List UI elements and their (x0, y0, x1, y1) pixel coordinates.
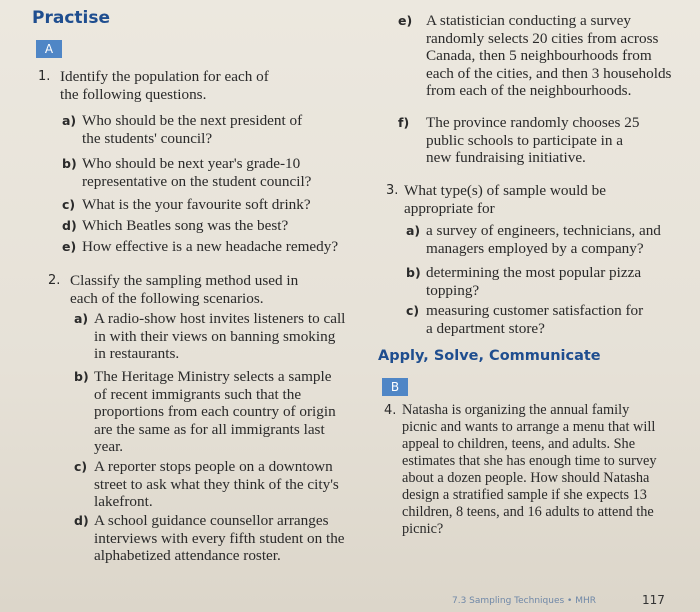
item-text: How effective is a new headache remedy? (82, 238, 339, 255)
question-text: Identify the population for each of the following questions. (60, 68, 269, 103)
item-letter: a) (62, 113, 77, 128)
question-number: 2. (48, 273, 61, 288)
item-letter: e) (62, 239, 77, 254)
item-text: Who should be next year's grade-10 representative on the student council? (82, 155, 312, 190)
item-letter: d) (74, 513, 89, 528)
q3-item-b (406, 264, 686, 299)
item-letter: f) (398, 115, 410, 130)
item-text: determining the most popular pizza topping? (426, 264, 642, 299)
q1-item-a (62, 112, 332, 147)
item-letter: d) (62, 218, 77, 233)
question-text: Classify the sampling method used in each of the following scenarios. (70, 272, 299, 307)
item-text: The Heritage Ministry selects a sample of recent immigrants such that the proportions from each country of origin are the same as for all immigrants last year. (94, 368, 336, 455)
q2-item-a (74, 310, 354, 363)
page-number: 117 (642, 593, 665, 607)
item-letter: b) (62, 156, 77, 171)
q1-item-d (62, 217, 352, 235)
q1-item-b (62, 155, 332, 190)
question-text: What type(s) of sample would be appropriate for (404, 182, 607, 217)
item-text: A statistician conducting a survey randomly selects 20 cities from across Canada, then 5 neighbourhoods from each of the cities, and then 3 households from each of the neighbourhoods. (426, 12, 672, 99)
practise-heading: Practise (32, 8, 110, 28)
q2-item-f (398, 114, 678, 167)
question-2 (48, 272, 338, 307)
item-letter: b) (74, 369, 89, 384)
q3-item-c (406, 302, 686, 337)
level-b-badge: B (382, 378, 408, 396)
q2-item-b (74, 368, 354, 456)
item-letter: c) (74, 459, 88, 474)
question-text: Natasha is organizing the annual family picnic and wants to arrange a menu that will appeal to children, teens, and adults. She estimates that she has enough time to survey about a dozen people. How should Natasha design a stratified sample if she expects 13 children, 8 teens, and 16 adults to attend the picnic? (402, 402, 657, 537)
q2-item-d (74, 512, 364, 565)
item-text: A reporter stops people on a downtown street to ask what they think of the city's lakefront. (94, 458, 339, 510)
apply-solve-communicate-heading: Apply, Solve, Communicate (378, 348, 601, 364)
q2-item-e (398, 12, 678, 100)
item-letter: c) (406, 303, 420, 318)
item-letter: a) (406, 223, 421, 238)
item-text: A school guidance counsellor arranges interviews with every fifth student on the alphabetized attendance roster. (94, 512, 345, 564)
question-3 (386, 182, 676, 217)
item-text: The province randomly chooses 25 public schools to participate in a new fundraising initiative. (426, 114, 640, 166)
item-text: A radio-show host invites listeners to call in with their views on banning smoking in restaurants. (94, 310, 346, 362)
item-letter: c) (62, 197, 76, 212)
question-number: 4. (384, 403, 397, 418)
item-text: Which Beatles song was the best? (82, 217, 289, 234)
question-4 (384, 402, 674, 538)
item-text: a survey of engineers, technicians, and managers employed by a company? (426, 222, 661, 257)
item-letter: e) (398, 13, 413, 28)
item-letter: a) (74, 311, 89, 326)
q1-item-e (62, 238, 362, 256)
item-text: Who should be the next president of the students' council? (82, 112, 303, 147)
q1-item-c (62, 196, 352, 214)
level-a-badge: A (36, 40, 62, 58)
q3-item-a (406, 222, 686, 257)
question-number: 3. (386, 183, 399, 198)
page-footer: 7.3 Sampling Techniques • MHR (452, 596, 596, 606)
question-1 (38, 68, 328, 103)
item-letter: b) (406, 265, 421, 280)
q2-item-c (74, 458, 354, 511)
item-text: measuring customer satisfaction for a department store? (426, 302, 644, 337)
item-text: What is the your favourite soft drink? (82, 196, 311, 213)
question-number: 1. (38, 69, 51, 84)
